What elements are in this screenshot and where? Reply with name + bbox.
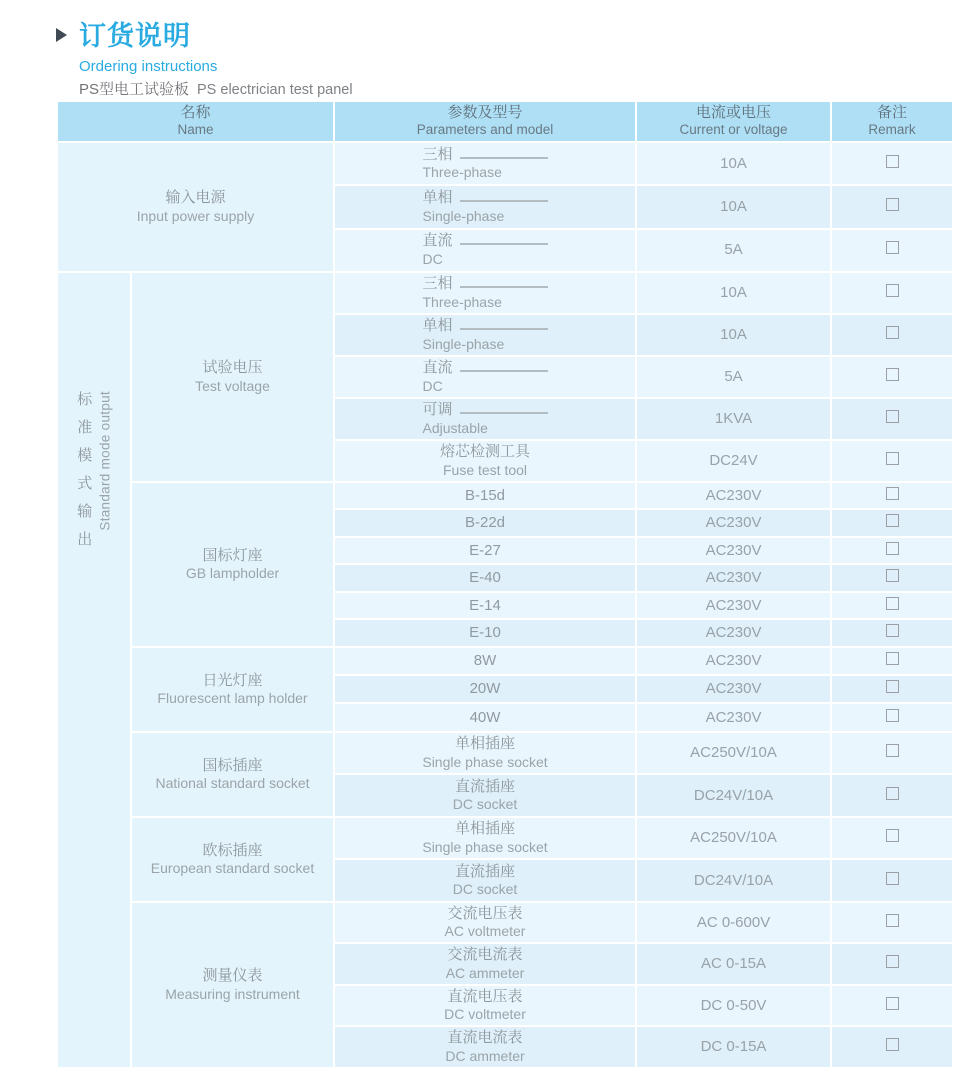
cell-value xyxy=(636,272,831,314)
header-remark xyxy=(831,101,953,142)
remark-checkbox[interactable] xyxy=(886,787,899,800)
cell-param xyxy=(334,564,636,592)
param-text: 8W xyxy=(473,652,497,670)
remark-checkbox[interactable] xyxy=(886,997,899,1010)
header-parameters-en: Parameters and model xyxy=(416,122,554,138)
param-en: DC xyxy=(422,250,443,267)
param-text: 40W xyxy=(469,708,501,726)
cell-value xyxy=(636,564,831,592)
cell-remark xyxy=(831,142,953,185)
blank-line xyxy=(460,242,548,245)
blank-line xyxy=(460,369,548,372)
table-header-row xyxy=(57,101,953,142)
cell-remark xyxy=(831,229,953,272)
cell-value xyxy=(636,482,831,510)
cell-value xyxy=(636,732,831,775)
table-row xyxy=(57,142,953,185)
param-zh: 熔芯检测工具 xyxy=(440,443,531,461)
cell-remark xyxy=(831,732,953,775)
section-name-zh: 日光灯座 xyxy=(202,671,263,689)
cell-param xyxy=(334,314,636,356)
remark-checkbox[interactable] xyxy=(886,368,899,381)
header-current-zh: 电流或电压 xyxy=(696,103,772,121)
side-label-en: Standard mode output xyxy=(97,390,113,531)
param-text: E-40 xyxy=(469,569,501,587)
cell-remark xyxy=(831,272,953,314)
cell-param xyxy=(334,592,636,620)
page-subtitle xyxy=(79,78,353,99)
table-row xyxy=(57,902,953,944)
remark-checkbox[interactable] xyxy=(886,326,899,339)
param-text: E-27 xyxy=(469,541,501,559)
param-zh: 单相插座 xyxy=(455,820,516,838)
cell-param xyxy=(334,272,636,314)
header-name-zh: 名称 xyxy=(180,103,211,121)
remark-checkbox[interactable] xyxy=(886,872,899,885)
cell-param xyxy=(334,732,636,775)
cell-remark xyxy=(831,314,953,356)
value-text: AC 0-15A xyxy=(700,955,767,973)
value-text: 1KVA xyxy=(714,409,753,427)
param-text: B-22d xyxy=(465,514,506,532)
section-name-measuring xyxy=(131,902,334,1068)
remark-checkbox[interactable] xyxy=(886,709,899,722)
section-name-zh: 欧标插座 xyxy=(202,841,263,859)
side-label-zh: 标准模式输出 xyxy=(75,390,93,559)
section-name-input-power xyxy=(57,142,334,272)
param-zh: 直流 xyxy=(422,359,453,377)
value-text: AC230V xyxy=(705,624,762,642)
cell-param xyxy=(334,647,636,675)
cell-value xyxy=(636,537,831,565)
blank-line xyxy=(460,199,548,202)
param-text: E-10 xyxy=(469,624,501,642)
cell-value xyxy=(636,185,831,228)
cell-param xyxy=(334,1026,636,1068)
cell-param xyxy=(334,229,636,272)
param-zh: 直流插座 xyxy=(455,862,516,880)
cell-param xyxy=(334,482,636,510)
param-zh: 直流电压表 xyxy=(447,987,523,1005)
value-text: AC 0-600V xyxy=(696,913,771,931)
page-title-en: Ordering instructions xyxy=(79,58,218,75)
cell-param xyxy=(334,943,636,985)
header-remark-zh: 备注 xyxy=(877,103,908,121)
page-title: 订货说明 xyxy=(79,21,191,51)
remark-checkbox[interactable] xyxy=(886,198,899,211)
value-text: 10A xyxy=(720,325,747,343)
section-name-en: GB lampholder xyxy=(185,565,280,582)
param-zh: 交流电压表 xyxy=(447,904,523,922)
cell-param xyxy=(334,142,636,185)
param-en: Fuse test tool xyxy=(442,461,528,478)
triangle-bullet-icon xyxy=(56,28,67,42)
cell-value xyxy=(636,943,831,985)
remark-checkbox[interactable] xyxy=(886,955,899,968)
cell-value xyxy=(636,774,831,817)
section-name-zh: 国标插座 xyxy=(202,756,263,774)
value-text: AC230V xyxy=(705,596,762,614)
section-name-en: Fluorescent lamp holder xyxy=(157,690,308,707)
cell-remark xyxy=(831,537,953,565)
subtitle-en: PS electrician test panel xyxy=(197,82,353,98)
table-row xyxy=(57,732,953,775)
remark-checkbox[interactable] xyxy=(886,652,899,665)
param-text: B-15d xyxy=(465,486,506,504)
param-en: Single-phase xyxy=(422,207,505,224)
remark-checkbox[interactable] xyxy=(886,452,899,465)
remark-checkbox[interactable] xyxy=(886,624,899,637)
table-row xyxy=(57,817,953,860)
value-text: AC230V xyxy=(705,680,762,698)
cell-remark xyxy=(831,592,953,620)
cell-remark xyxy=(831,398,953,440)
param-zh: 交流电流表 xyxy=(447,946,523,964)
section-name-en: European standard socket xyxy=(150,860,315,877)
cell-param xyxy=(334,398,636,440)
value-text: AC230V xyxy=(705,569,762,587)
blank-line xyxy=(460,156,548,159)
cell-value xyxy=(636,356,831,398)
side-label-standard-mode-output xyxy=(57,272,131,1068)
cell-remark xyxy=(831,943,953,985)
cell-param xyxy=(334,619,636,647)
cell-remark xyxy=(831,902,953,944)
value-text: DC 0-50V xyxy=(700,996,767,1014)
header-name xyxy=(57,101,334,142)
param-en: AC voltmeter xyxy=(444,923,526,940)
section-name-zh: 测量仪表 xyxy=(202,967,263,985)
param-en: DC xyxy=(422,377,443,394)
cell-param xyxy=(334,859,636,902)
section-name-test-voltage xyxy=(131,272,334,482)
cell-remark xyxy=(831,482,953,510)
header-parameters-zh: 参数及型号 xyxy=(447,103,523,121)
remark-checkbox[interactable] xyxy=(886,744,899,757)
cell-param xyxy=(334,774,636,817)
section-name-fluorescent xyxy=(131,647,334,732)
section-name-gb-lampholder xyxy=(131,482,334,647)
cell-value xyxy=(636,675,831,703)
value-text: 10A xyxy=(720,283,747,301)
param-zh: 可调 xyxy=(422,401,453,419)
cell-value xyxy=(636,398,831,440)
section-name-zh: 国标灯座 xyxy=(202,546,263,564)
param-zh: 单相插座 xyxy=(455,735,516,753)
blank-line xyxy=(460,285,548,288)
remark-checkbox[interactable] xyxy=(886,155,899,168)
cell-value xyxy=(636,647,831,675)
param-zh: 单相 xyxy=(422,317,453,335)
cell-value xyxy=(636,440,831,482)
remark-checkbox[interactable] xyxy=(886,829,899,842)
cell-remark xyxy=(831,440,953,482)
remark-checkbox[interactable] xyxy=(886,514,899,527)
cell-value xyxy=(636,314,831,356)
cell-remark xyxy=(831,564,953,592)
cell-param xyxy=(334,440,636,482)
title-block xyxy=(56,14,353,99)
section-name-european-socket xyxy=(131,817,334,902)
ordering-table xyxy=(56,100,954,1069)
value-text: DC24V xyxy=(709,451,758,469)
param-en: Single phase socket xyxy=(422,753,548,770)
remark-checkbox[interactable] xyxy=(886,680,899,693)
cell-value xyxy=(636,592,831,620)
param-en: Three-phase xyxy=(422,164,502,181)
cell-remark xyxy=(831,859,953,902)
header-parameters xyxy=(334,101,636,142)
cell-value xyxy=(636,1026,831,1068)
cell-remark xyxy=(831,185,953,228)
remark-checkbox[interactable] xyxy=(886,487,899,500)
cell-param xyxy=(334,703,636,731)
cell-remark xyxy=(831,509,953,537)
value-text: 5A xyxy=(724,367,743,385)
param-text: E-14 xyxy=(469,596,501,614)
header-remark-en: Remark xyxy=(868,122,916,138)
value-text: AC230V xyxy=(705,541,762,559)
remark-checkbox[interactable] xyxy=(886,284,899,297)
section-name-zh: 试验电压 xyxy=(202,359,263,377)
cell-value xyxy=(636,817,831,860)
cell-param xyxy=(334,985,636,1027)
cell-value xyxy=(636,509,831,537)
value-text: DC24V/10A xyxy=(693,786,774,804)
subtitle-zh: PS型电工试验板 xyxy=(79,81,190,98)
value-text: 5A xyxy=(724,241,743,259)
param-en: DC socket xyxy=(452,881,518,898)
value-text: AC230V xyxy=(705,652,762,670)
param-en: DC socket xyxy=(452,796,518,813)
value-text: DC24V/10A xyxy=(693,871,774,889)
cell-remark xyxy=(831,817,953,860)
remark-checkbox[interactable] xyxy=(886,542,899,555)
remark-checkbox[interactable] xyxy=(886,241,899,254)
cell-value xyxy=(636,229,831,272)
param-text: 20W xyxy=(469,680,501,698)
table-row xyxy=(57,482,953,510)
header-current-en: Current or voltage xyxy=(679,122,788,138)
cell-param xyxy=(334,675,636,703)
value-text: AC250V/10A xyxy=(690,829,777,847)
remark-checkbox[interactable] xyxy=(886,1038,899,1051)
cell-remark xyxy=(831,619,953,647)
blank-line xyxy=(460,327,548,330)
param-zh: 直流插座 xyxy=(455,777,516,795)
value-text: DC 0-15A xyxy=(700,1038,767,1056)
param-en: Adjustable xyxy=(422,419,488,436)
value-text: 10A xyxy=(720,197,747,215)
param-en: DC ammeter xyxy=(445,1047,525,1064)
cell-value xyxy=(636,859,831,902)
value-text: AC250V/10A xyxy=(690,744,777,762)
cell-remark xyxy=(831,647,953,675)
cell-remark xyxy=(831,1026,953,1068)
value-text: AC230V xyxy=(705,514,762,532)
value-text: AC230V xyxy=(705,486,762,504)
remark-checkbox[interactable] xyxy=(886,410,899,423)
cell-param xyxy=(334,817,636,860)
remark-checkbox[interactable] xyxy=(886,569,899,582)
cell-value xyxy=(636,142,831,185)
cell-remark xyxy=(831,985,953,1027)
remark-checkbox[interactable] xyxy=(886,597,899,610)
cell-remark xyxy=(831,774,953,817)
param-en: Single-phase xyxy=(422,335,505,352)
blank-line xyxy=(460,411,548,414)
cell-value xyxy=(636,619,831,647)
cell-value xyxy=(636,985,831,1027)
section-name-en: Measuring instrument xyxy=(165,985,300,1002)
cell-remark xyxy=(831,703,953,731)
cell-value xyxy=(636,703,831,731)
param-zh: 单相 xyxy=(422,189,453,207)
section-name-national-socket xyxy=(131,732,334,817)
section-name-zh: 输入电源 xyxy=(165,189,226,207)
section-name-en: National standard socket xyxy=(155,775,310,792)
value-text: 10A xyxy=(720,154,747,172)
remark-checkbox[interactable] xyxy=(886,914,899,927)
param-en: Three-phase xyxy=(422,293,502,310)
cell-param xyxy=(334,356,636,398)
param-zh: 直流电流表 xyxy=(447,1029,523,1047)
section-name-en: Input power supply xyxy=(136,207,255,224)
header-current-voltage xyxy=(636,101,831,142)
param-en: Single phase socket xyxy=(422,838,548,855)
table-row xyxy=(57,272,953,314)
cell-param xyxy=(334,509,636,537)
param-zh: 三相 xyxy=(422,275,453,293)
cell-remark xyxy=(831,356,953,398)
cell-remark xyxy=(831,675,953,703)
param-zh: 直流 xyxy=(422,232,453,250)
cell-value xyxy=(636,902,831,944)
param-en: AC ammeter xyxy=(445,964,525,981)
cell-param xyxy=(334,902,636,944)
param-zh: 三相 xyxy=(422,145,453,163)
cell-param xyxy=(334,185,636,228)
header-name-en: Name xyxy=(177,122,214,138)
param-en: DC voltmeter xyxy=(444,1006,526,1023)
table-row xyxy=(57,647,953,675)
cell-param xyxy=(334,537,636,565)
value-text: AC230V xyxy=(705,708,762,726)
section-name-en: Test voltage xyxy=(195,377,270,394)
